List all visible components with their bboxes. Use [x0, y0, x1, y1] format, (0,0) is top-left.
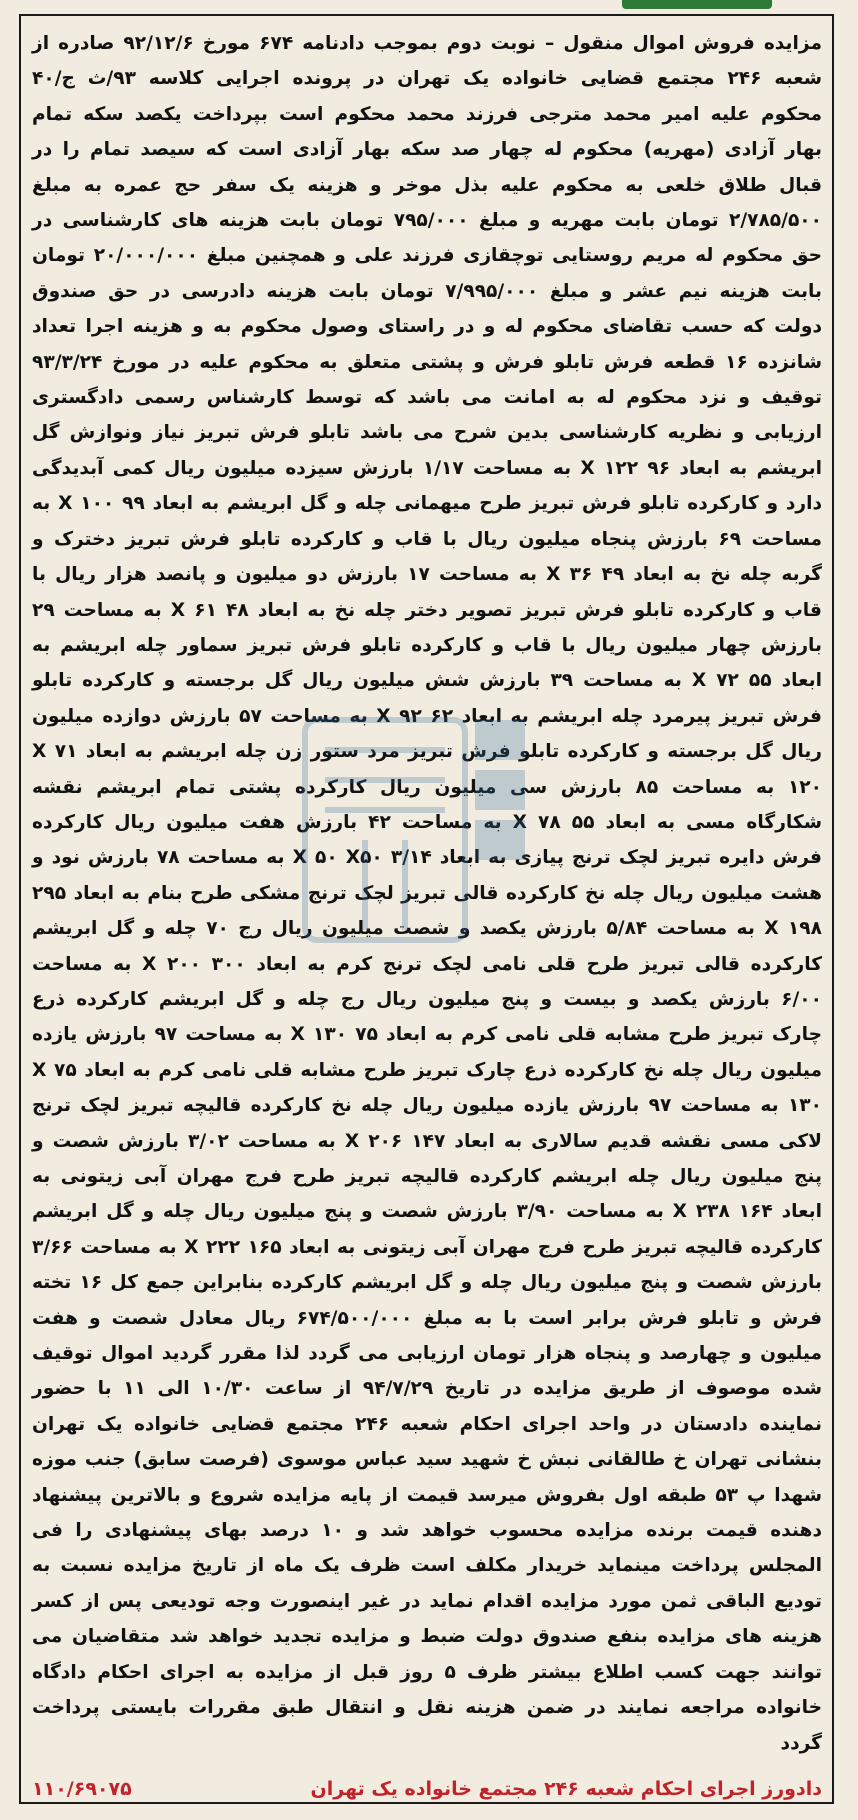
- green-header-band: [622, 0, 772, 9]
- notice-body: مزایده فروش اموال منقول – نوبت دوم بموجب دادنامه ۶۷۴ مورخ ۹۲/۱۲/۶ صادره از شعبه ۲۴۶ مجتمع قضایی خانواده یک تهران در پرونده اجرایی کلاسه ۹۳/ث ج/۴۰ محکوم علیه امیر محمد مترجی فرزند محمد محکوم است بپرداخت یکصد سکه تمام بهار آزادی (مهریه) محکوم له چهار صد سکه بهار آزادی است که سیصد تمام را در قبال طلاق خلعی به محکوم علیه بذل موخر و هزینه یک سفر حج عمره به مبلغ ۲/۷۸۵/۵۰۰ تومان بابت مهریه و مبلغ ۷۹۵/۰۰۰ تومان بابت هزینه های کارشناسی در حق محکوم له مریم روستایی توچقازی فرزند علی و همچنین مبلغ ۲۰/۰۰۰/۰۰۰ تومان بابت هزینه نیم عشر و مبلغ ۷/۹۹۵/۰۰۰ تومان بابت هزینه دادرسی در حق صندوق دولت که حسب تقاضای محکوم له و در راستای وصول محکوم به و هزینه اجرا تعداد شانزده ۱۶ قطعه فرش تابلو فرش و پشتی متعلق به محکوم علیه در مورخ ۹۳/۳/۲۴ توقیف و نزد محکوم له به امانت می باشد که توسط کارشناس رسمی دادگستری ارزیابی و نظریه کارشناسی بدین شرح می باشد تابلو فرش تبریز نیاز ونوازش گل ابریشم به ابعاد ۹۶ X ۱۲۲ به مساحت ۱/۱۷ بارزش سیزده میلیون ریال کمی آبدیدگی دارد و کارکرده تابلو فرش تبریز طرح میهمانی چله و گل ابریشم به ابعاد ۹۹ X ۱۰۰ به مساحت ۶۹ بارزش پنجاه میلیون ریال با قاب و کارکرده تابلو فرش تبریز دخترک و گربه چله نخ به ابعاد ۴۹ X ۳۶ به مساحت ۱۷ بارزش دو میلیون و پانصد هزار ریال با قاب و کارکرده تابلو فرش تبریز تصویر دختر چله نخ به ابعاد ۴۸ X ۶۱ به مساحت ۲۹ بارزش چهار میلیون ریال با قاب و کارکرده تابلو فرش تبریز سماور چله ابریشم به ابعاد ۵۵ X ۷۲ به مساحت ۳۹ بارزش شش میلیون ریال گل برجسته و کارکرده تابلو فرش تبریز پیرمرد چله ابریشم به ابعاد ۶۲ X ۹۲ به مساحت ۵۷ بارزش دوازده میلیون ریال گل برجسته و کارکرده تابلو فرش تبریز مرد ستور زن چله ابریشم به ابعاد ۷۱ X ۱۲۰ به مساحت ۸۵ بارزش سی میلیون ریال کارکرده پشتی تمام ابریشم نقشه شکارگاه مسی به ابعاد ۵۵ X ۷۸ به مساحت ۴۲ بارزش هفت میلیون ریال کارکرده فرش دایره تبریز لچک ترنج پیازی به ابعاد ۳/۱۴ X ۵۰ X۵۰ به مساحت ۷۸ بارزش نود و هشت میلیون ریال چله نخ کارکرده قالی تبریز لچک ترنج مشکی طرح بنام به ابعاد ۲۹۵ X ۱۹۸ به مساحت ۵/۸۴ بارزش یکصد و شصت میلیون ریال رج ۷۰ چله و گل ابریشم کارکرده قالی تبریز طرح قلی نامی لچک ترنج کرم به ابعاد ۳۰۰ X ۲۰۰ به مساحت ۶/۰۰ بارزش یکصد و بیست و پنج میلیون ریال رج چله و گل ابریشم کارکرده ذرع چارک تبریز طرح مشابه قلی نامی کرم به ابعاد ۷۵ X ۱۳۰ به مساحت ۹۷ بارزش یازده میلیون ریال چله نخ کارکرده ذرع چارک تبریز طرح مشابه قلی نامی کرم به ابعاد ۷۵ X ۱۳۰ به مساحت ۹۷ بارزش یازده میلیون ریال چله نخ کارکرده قالیچه تبریز لچک ترنج لاکی مسی نقشه قدیم سالاری به ابعاد ۱۴۷ X ۲۰۶ به مساحت ۳/۰۲ بارزش شصت و پنج میلیون ریال چله ابریشم کارکرده قالیچه تبریز طرح فرج مهران آبی زیتونی به ابعاد ۱۶۴ X ۲۳۸ به مساحت ۳/۹۰ بارزش شصت و پنج میلیون ریال چله و گل ابریشم کارکرده قالیچه تبریز طرح فرج مهران آبی زیتونی به ابعاد ۱۶۵ X ۲۲۲ به مساحت ۳/۶۶ بارزش شصت و پنج میلیون ریال چله و گل ابریشم کارکرده بنابراین جمع کل ۱۶ تخته فرش و تابلو فرش برابر است با به مبلغ ۶۷۴/۵۰۰/۰۰۰ ریال معادل شصت و هفت میلیون و چهارصد و پنجاه هزار تومان ارزیابی می گردد لذا مقرر گردید اموال توقیف شده موصوف از طریق مزایده در تاریخ ۹۴/۷/۲۹ از ساعت ۱۰/۳۰ الی ۱۱ با حضور نماینده دادستان در واحد اجرای احکام شعبه ۲۴۶ مجتمع قضایی خانواده یک تهران بنشانی تهران خ طالقانی نبش خ شهید سید عباس موسوی (فرصت سابق) جنب موزه شهدا پ ۵۳ طبقه اول بفروش میرسد قیمت از پایه مزایده شروع و بالاترین پیشنهاد دهنده قیمت برنده مزایده محسوب خواهد شد و ۱۰ درصد بهای پیشنهادی را فی المجلس پرداخت مینماید خریدار مکلف است ظرف یک ماه از تاریخ مزایده نسبت به تودیع الباقی ثمن مورد مزایده اقدام نماید در غیر اینصورت وجه تودیعی پس از کسر هزینه های مزایده بنفع صندوق دولت ضبط و مزایده تجدید خواهد شد متقاضیان می توانند جهت کسب اطلاع بیشتر ظرف ۵ روز قبل از مزایده به اجرای احکام دادگاه خانواده مراجعه نمایند در ضمن هزینه نقل و انتقال طبق مقررات بایستی پرداخت گردد: [32, 33, 823, 1754]
- notice-code: ۱۱۰/۶۹۰۷۵: [32, 1778, 132, 1800]
- signature-line: دادورز اجرای احکام شعبه ۲۴۶ مجتمع خانواده یک تهران: [310, 1778, 822, 1800]
- notice-footer: [32, 1772, 822, 1806]
